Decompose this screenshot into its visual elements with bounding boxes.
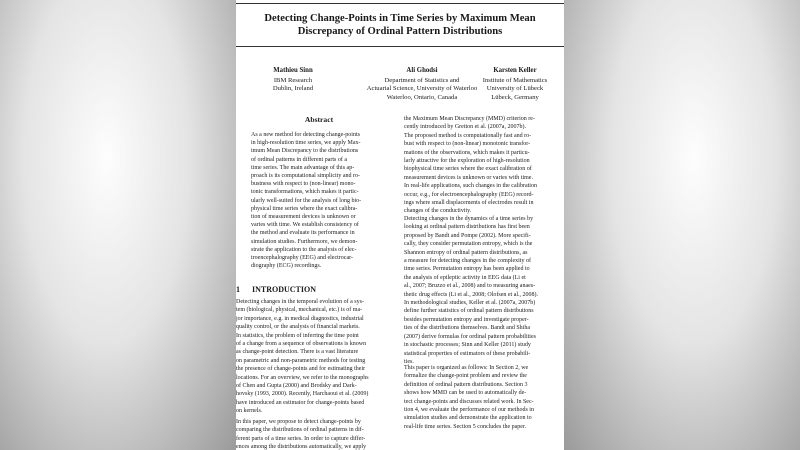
text-line: biophysical time series where the exact calibration of xyxy=(404,166,532,173)
text-line: hovsky (1993, 2000). Recently, Harchaoui et al. (2009) xyxy=(236,391,369,398)
text-line: statistical properties of estimators of these probabili- xyxy=(404,350,531,357)
text-line: shows how MMD can be used to automatically de- xyxy=(404,390,527,397)
text-line: in high-resolution time series, we apply Max- xyxy=(251,140,361,147)
text-line: thetic drug effects (Li et al., 2008; Olofsen et al., 2008). xyxy=(404,291,539,298)
text-line: (2007) derive formulas for ordinal pattern probabilities xyxy=(404,333,536,340)
text-line: This paper is organized as follows: In Section 2, we xyxy=(404,365,529,371)
text-line: troencephalography (EEG) and electrocar- xyxy=(251,255,353,262)
text-line: measurement devices is unknown or varies with time. xyxy=(404,174,533,181)
text-line: proposed by Bandt and Pompe (2002). More specifi- xyxy=(404,232,531,239)
text-line: tect change-points and discusses related work. In Sec- xyxy=(404,398,534,405)
text-line: comparing the distributions of ordinal patterns in dif- xyxy=(236,427,364,434)
text-line: of ordinal patterns in different parts of a xyxy=(251,156,348,163)
text-line: In this paper, we propose to detect change-points by xyxy=(236,419,361,425)
text-line: real-life time series. Section 5 concludes the paper. xyxy=(404,423,527,430)
text-line: al., 2007; Bruzzo et al., 2008) and to measuring anaes- xyxy=(404,283,536,290)
text-line: on kernels. xyxy=(236,408,263,415)
text-line: ularly well-suited for the analysis of long bio- xyxy=(251,197,362,204)
author-affiliation: Waterloo, Ontario, Canada xyxy=(386,93,458,101)
right-paragraph-2 xyxy=(404,215,564,366)
text-line: on parametric and non-parametric methods for testing xyxy=(236,357,366,364)
abstract-heading: Abstract xyxy=(304,115,334,124)
author-block xyxy=(474,67,556,102)
text-line: tem (biological, physical, mechanical, etc.) is of ma- xyxy=(236,307,363,314)
author-block xyxy=(258,67,328,94)
text-line: proach is its computational simplicity and ro- xyxy=(251,173,360,180)
intro-paragraph-2 xyxy=(236,418,396,450)
author-affiliation: Department of Statistics and xyxy=(384,76,460,84)
text-line: besides permutation entropy and investigate proper- xyxy=(404,316,529,323)
text-line: larly attractive for the exploration of high-resolution xyxy=(404,158,530,165)
text-line: physical time series where the exact calibra- xyxy=(251,205,358,212)
text-line: time series. The main advantage of this ap- xyxy=(251,164,355,171)
text-line: in stochastic processes; Sinn and Keller (2011) study xyxy=(404,342,531,349)
author-name: Karsten Keller xyxy=(493,67,537,74)
text-line: the presence of change-points and for estimating their xyxy=(236,366,366,373)
author-affiliation: Actuarial Science, University of Waterloo xyxy=(366,85,478,93)
text-line: formalize the change-point problem and review the xyxy=(404,373,527,380)
text-line: of Chen and Gupta (2000) and Brodsky and Dark- xyxy=(236,383,357,390)
right-background xyxy=(564,0,800,450)
text-line: ties of the distributions themselves. Bandt and Shiha xyxy=(404,325,530,332)
author-name: Ali Ghodsi xyxy=(406,67,438,74)
text-line: locations. For an overview, we refer to the monographs xyxy=(236,374,369,381)
text-line: jor importance, e.g. in medical diagnostics, industrial xyxy=(236,315,364,322)
title-line: Detecting Change-Points in Time Series by Maximum Mean xyxy=(264,13,536,24)
author-block xyxy=(356,67,488,102)
text-line: Shannon entropy of ordinal pattern distributions, as xyxy=(404,249,528,256)
text-line: tonic transformations, which makes it partic- xyxy=(251,189,359,196)
text-line: strate the application to the analysis of elec- xyxy=(251,246,357,253)
text-line: as change-point detection. There is a vast literature xyxy=(236,349,359,356)
left-background xyxy=(0,0,236,450)
author-affiliation: Dublin, Ireland xyxy=(272,85,314,93)
text-line: changes of the conductivity. xyxy=(404,208,472,215)
section-title: INTRODUCTION xyxy=(252,285,317,294)
author-affiliation: Lübeck, Germany xyxy=(491,93,539,101)
text-line: As a new method for detecting change-points xyxy=(251,132,360,138)
author-name: Mathieu Sinn xyxy=(273,67,313,74)
text-line: bustness with respect to (non-linear) mono- xyxy=(251,181,356,188)
author-affiliation: Institute of Mathematics xyxy=(482,76,548,84)
text-line: cently introduced by Gretton et al. (2007a, 2007b). xyxy=(404,124,526,131)
text-line: cally, they consider permutation entropy, which is the xyxy=(404,241,533,248)
text-line: The proposed method is computationally fast and ro- xyxy=(404,132,532,139)
title-rule xyxy=(236,46,564,47)
text-line: looking at ordinal pattern distributions has first been xyxy=(404,224,530,231)
author-affiliation: University of Lübeck xyxy=(486,85,544,93)
section-heading xyxy=(236,285,316,294)
text-line: the analysis of epileptic activity in EEG data (Li et xyxy=(404,274,526,281)
text-line: In methodological studies, Keller et al. (2007a, 2007b) xyxy=(404,300,536,307)
paper-title xyxy=(246,12,554,38)
right-paragraph-3 xyxy=(404,364,564,431)
title-line: Discrepancy of Ordinal Pattern Distributions xyxy=(297,26,503,37)
text-line: the method and evaluate its performance in xyxy=(251,230,355,237)
text-line: of a change from a sequence of observations is known xyxy=(236,341,367,348)
text-line: quality control, or the analysis of financial markets. xyxy=(236,324,360,331)
paper-page xyxy=(236,0,564,450)
text-line: tion 4, we evaluate the performance of our methods in xyxy=(404,407,534,414)
text-line: simulation studies and demonstrate the application to xyxy=(404,415,532,422)
text-line: time series. Permutation entropy has been applied to xyxy=(404,266,530,273)
text-line: the Maximum Mean Discrepancy (MMD) criterion re- xyxy=(404,116,535,122)
text-line: imum Mean Discrepancy to the distributions xyxy=(251,148,359,155)
author-affiliation: IBM Research xyxy=(273,76,313,84)
text-line: ferent parts of a time series. In order to capture differ- xyxy=(236,435,366,442)
text-line: definition of ordinal pattern distributions. Section 3 xyxy=(404,381,528,388)
text-line: diography (ECG) recordings. xyxy=(251,263,322,270)
text-line: occur, e.g., for electroencephalography (EEG) record- xyxy=(404,191,534,198)
intro-paragraph-1 xyxy=(236,298,396,416)
text-line: define further statistics of ordinal pattern distributions xyxy=(404,308,534,315)
text-line: In statistics, the problem of inferring the time point xyxy=(236,332,359,339)
text-line: Detecting changes in the dynamics of a time series by xyxy=(404,216,534,222)
text-line: bust with respect to (non-linear) monotonic transfor- xyxy=(404,141,531,148)
right-paragraph-1 xyxy=(404,115,564,216)
abstract-text xyxy=(251,131,387,270)
text-line: tion of measurement devices is unknown or xyxy=(251,214,356,221)
text-line: ences among the distributions automatically, we apply xyxy=(236,444,367,450)
text-line: have introduced an estimator for change-points based xyxy=(236,399,365,406)
text-line: mations of the observations, which makes it particu- xyxy=(404,149,530,156)
text-line: simulation studies. Furthermore, we demon- xyxy=(251,238,358,245)
text-line: varies with time. We establish consistency of xyxy=(251,222,359,229)
top-rule xyxy=(236,3,564,4)
section-number: 1 xyxy=(236,285,240,294)
text-line: a measure for detecting changes in the complexity of xyxy=(404,258,531,265)
text-line: ties. xyxy=(404,358,414,365)
text-line: Detecting changes in the temporal evolution of a sys- xyxy=(236,299,364,305)
text-line: In real-life applications, such changes in the calibration xyxy=(404,183,537,190)
text-line: ings where small displacements of electrodes result in xyxy=(404,200,534,207)
